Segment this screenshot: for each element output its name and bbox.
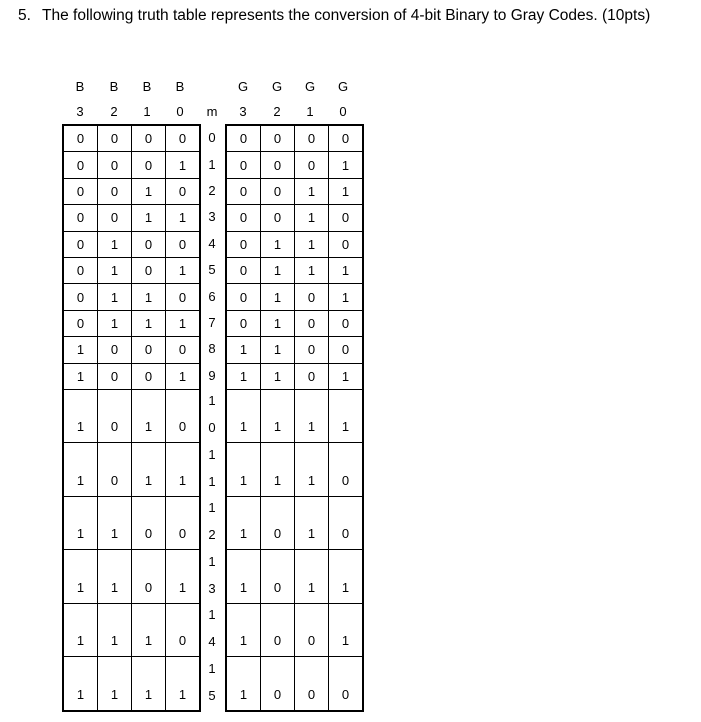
table-row xyxy=(227,550,363,604)
gray-cell: 1 xyxy=(261,337,295,363)
minterm-digit: 8 xyxy=(208,341,216,357)
minterm-digit: 2 xyxy=(208,527,216,542)
binary-cell: 1 xyxy=(64,337,98,363)
gray-cell: 0 xyxy=(227,126,261,152)
table-row xyxy=(64,496,200,550)
table-row xyxy=(227,310,363,336)
minterm-digit: 1 xyxy=(208,393,216,408)
table-row xyxy=(227,389,363,443)
minterm-digit: 9 xyxy=(208,367,216,383)
table-row xyxy=(227,257,363,283)
binary-cell: 1 xyxy=(132,205,166,231)
gray-cell: 1 xyxy=(261,257,295,283)
minterm-digit: 1 xyxy=(208,607,216,622)
gray-cell: 0 xyxy=(261,603,295,657)
binary-cell: 1 xyxy=(98,257,132,283)
binary-header-letter: B xyxy=(142,79,152,94)
minterm-digit: 1 xyxy=(208,156,216,172)
binary-cell: 1 xyxy=(166,363,200,389)
gray-cell: 0 xyxy=(329,657,363,711)
table-row xyxy=(64,284,200,310)
gray-cell: 0 xyxy=(227,284,261,310)
binary-cell: 0 xyxy=(98,126,132,152)
binary-cell: 1 xyxy=(98,496,132,550)
gray-cell: 1 xyxy=(295,389,329,443)
binary-cell: 1 xyxy=(132,178,166,204)
gray-cell: 0 xyxy=(261,550,295,604)
binary-cell: 0 xyxy=(132,550,166,604)
binary-cell: 0 xyxy=(132,363,166,389)
binary-cell: 1 xyxy=(132,284,166,310)
gray-cell: 1 xyxy=(295,257,329,283)
binary-cell: 0 xyxy=(166,126,200,152)
table-row xyxy=(227,126,363,152)
table-row xyxy=(64,603,200,657)
binary-cell: 0 xyxy=(166,337,200,363)
binary-cell: 0 xyxy=(98,443,132,497)
question-number: 5. xyxy=(18,7,31,24)
table-row xyxy=(64,443,200,497)
binary-header-index: 1 xyxy=(143,104,151,119)
gray-cell: 1 xyxy=(261,231,295,257)
gray-cell: 0 xyxy=(227,205,261,231)
gray-cell: 0 xyxy=(295,603,329,657)
gray-cell: 0 xyxy=(329,126,363,152)
binary-cell: 1 xyxy=(98,310,132,336)
minterm-digit: 4 xyxy=(208,235,216,251)
binary-cell: 0 xyxy=(98,389,132,443)
gray-cell: 1 xyxy=(295,231,329,257)
table-row xyxy=(227,178,363,204)
table-row xyxy=(64,178,200,204)
gray-cell: 0 xyxy=(227,257,261,283)
binary-header-index: 3 xyxy=(76,104,84,119)
binary-cell: 1 xyxy=(132,389,166,443)
binary-header-letter: B xyxy=(75,79,85,94)
gray-cell: 0 xyxy=(295,337,329,363)
table-row xyxy=(227,337,363,363)
minterm-digit: 3 xyxy=(208,209,216,225)
gray-cell: 0 xyxy=(261,152,295,178)
table-row xyxy=(227,152,363,178)
binary-cell: 1 xyxy=(166,550,200,604)
gray-cell: 1 xyxy=(227,496,261,550)
binary-cell: 1 xyxy=(166,152,200,178)
binary-cell: 1 xyxy=(98,603,132,657)
table-row xyxy=(64,363,200,389)
gray-cell: 0 xyxy=(227,152,261,178)
binary-cell: 1 xyxy=(64,363,98,389)
table-row xyxy=(227,657,363,711)
gray-cell: 1 xyxy=(227,443,261,497)
minterm-digit: 7 xyxy=(208,315,216,330)
gray-header-letter: G xyxy=(337,79,349,94)
binary-cell: 0 xyxy=(64,152,98,178)
binary-cell: 0 xyxy=(166,603,200,657)
gray-cell: 0 xyxy=(261,496,295,550)
table-row xyxy=(64,550,200,604)
minterm-digit: 1 xyxy=(208,500,216,515)
gray-cell: 0 xyxy=(261,205,295,231)
question-text xyxy=(18,7,650,25)
gray-cell: 1 xyxy=(227,657,261,711)
gray-cell: 1 xyxy=(295,496,329,550)
gray-cell: 0 xyxy=(227,178,261,204)
gray-cell: 0 xyxy=(295,126,329,152)
table-row xyxy=(227,363,363,389)
binary-cell: 1 xyxy=(98,231,132,257)
table-row xyxy=(64,337,200,363)
binary-cell: 1 xyxy=(64,603,98,657)
gray-cell: 0 xyxy=(329,205,363,231)
gray-cell: 0 xyxy=(295,284,329,310)
binary-cell: 1 xyxy=(64,657,98,711)
binary-cell: 1 xyxy=(166,257,200,283)
binary-cell: 0 xyxy=(64,205,98,231)
minterm-digit: 6 xyxy=(208,288,216,304)
binary-cell: 0 xyxy=(64,257,98,283)
table-row xyxy=(227,496,363,550)
gray-cell: 0 xyxy=(295,310,329,336)
gray-cell: 1 xyxy=(329,603,363,657)
binary-header-index: 2 xyxy=(110,104,118,119)
binary-cell: 0 xyxy=(132,126,166,152)
binary-cell: 0 xyxy=(132,496,166,550)
question-body: The following truth table represents the conversion of 4-bit Binary to Gray Codes. (10pts) xyxy=(42,7,651,24)
table-row xyxy=(64,231,200,257)
gray-header-letter: G xyxy=(237,79,249,94)
minterm-digit: 1 xyxy=(208,473,216,489)
gray-header-index: 2 xyxy=(273,104,281,119)
binary-header-letter: B xyxy=(109,79,119,94)
gray-cell: 0 xyxy=(329,496,363,550)
gray-cell: 0 xyxy=(261,178,295,204)
binary-cell: 1 xyxy=(98,550,132,604)
binary-cell: 0 xyxy=(132,257,166,283)
minterm-digit: 5 xyxy=(208,262,216,278)
gray-cell: 0 xyxy=(329,443,363,497)
table-row xyxy=(64,152,200,178)
gray-cell: 1 xyxy=(329,257,363,283)
gray-header-letter: G xyxy=(271,79,283,94)
minterm-digit: 1 xyxy=(208,553,216,569)
binary-cell: 0 xyxy=(98,205,132,231)
minterm-digit: 4 xyxy=(208,634,216,649)
binary-cell: 1 xyxy=(132,443,166,497)
minterm-digit: 5 xyxy=(208,687,216,703)
binary-cell: 1 xyxy=(64,443,98,497)
gray-cell: 1 xyxy=(227,550,261,604)
table-row xyxy=(64,389,200,443)
table-row xyxy=(64,257,200,283)
gray-cell: 1 xyxy=(329,389,363,443)
gray-header-index: 1 xyxy=(306,104,314,119)
binary-cell: 0 xyxy=(166,496,200,550)
binary-cell: 1 xyxy=(132,603,166,657)
binary-header-index: 0 xyxy=(176,104,184,119)
binary-cell: 1 xyxy=(166,657,200,711)
binary-cell: 1 xyxy=(98,657,132,711)
gray-cell: 1 xyxy=(329,284,363,310)
table-row xyxy=(227,231,363,257)
binary-cell: 0 xyxy=(166,231,200,257)
gray-cell: 1 xyxy=(227,363,261,389)
gray-cell: 0 xyxy=(261,657,295,711)
table-row xyxy=(64,205,200,231)
gray-cell: 0 xyxy=(227,231,261,257)
gray-cell: 1 xyxy=(261,443,295,497)
binary-cell: 0 xyxy=(98,363,132,389)
binary-cell: 1 xyxy=(166,205,200,231)
gray-cell: 0 xyxy=(227,310,261,336)
gray-cell: 0 xyxy=(329,231,363,257)
m-header: m xyxy=(206,104,218,119)
binary-cell: 0 xyxy=(64,310,98,336)
minterm-digit: 0 xyxy=(208,130,216,146)
gray-cell: 0 xyxy=(329,337,363,363)
table-row xyxy=(64,126,200,152)
binary-cell: 0 xyxy=(166,389,200,443)
binary-cell: 1 xyxy=(132,657,166,711)
binary-cell: 0 xyxy=(98,337,132,363)
minterm-digit: 2 xyxy=(208,183,216,198)
gray-cell: 1 xyxy=(295,550,329,604)
gray-cell: 1 xyxy=(295,178,329,204)
gray-cell: 1 xyxy=(295,205,329,231)
minterm-digit: 0 xyxy=(208,420,216,435)
binary-cell: 0 xyxy=(166,284,200,310)
gray-cell: 1 xyxy=(227,389,261,443)
binary-cell: 1 xyxy=(64,550,98,604)
binary-cell: 0 xyxy=(64,178,98,204)
gray-cell: 1 xyxy=(329,152,363,178)
binary-cell: 0 xyxy=(166,178,200,204)
gray-cell: 1 xyxy=(227,337,261,363)
gray-cell: 0 xyxy=(295,657,329,711)
table-row xyxy=(227,284,363,310)
gray-header-index: 3 xyxy=(239,104,247,119)
gray-cell: 1 xyxy=(329,178,363,204)
gray-cell: 1 xyxy=(329,550,363,604)
minterm-digit: 1 xyxy=(208,446,216,462)
minterm-digit: 3 xyxy=(208,580,216,596)
table-row xyxy=(227,603,363,657)
gray-output-table xyxy=(226,125,363,711)
binary-cell: 0 xyxy=(64,231,98,257)
gray-cell: 1 xyxy=(261,284,295,310)
gray-cell: 1 xyxy=(261,363,295,389)
binary-cell: 0 xyxy=(132,337,166,363)
gray-cell: 0 xyxy=(329,310,363,336)
binary-cell: 1 xyxy=(132,310,166,336)
binary-cell: 0 xyxy=(64,126,98,152)
gray-cell: 1 xyxy=(329,363,363,389)
binary-input-table xyxy=(63,125,200,711)
gray-cell: 1 xyxy=(261,389,295,443)
gray-cell: 0 xyxy=(261,126,295,152)
gray-cell: 1 xyxy=(261,310,295,336)
binary-cell: 0 xyxy=(132,231,166,257)
minterm-digit: 1 xyxy=(208,660,216,676)
gray-cell: 1 xyxy=(227,603,261,657)
gray-cell: 1 xyxy=(295,443,329,497)
binary-cell: 0 xyxy=(64,284,98,310)
table-row xyxy=(227,205,363,231)
gray-cell: 0 xyxy=(295,363,329,389)
binary-cell: 1 xyxy=(166,310,200,336)
binary-cell: 0 xyxy=(98,152,132,178)
table-row xyxy=(227,443,363,497)
binary-cell: 1 xyxy=(98,284,132,310)
gray-header-letter: G xyxy=(304,79,316,94)
binary-header-letter: B xyxy=(175,79,185,94)
binary-cell: 1 xyxy=(64,389,98,443)
binary-cell: 0 xyxy=(98,178,132,204)
gray-header-index: 0 xyxy=(339,104,347,119)
binary-cell: 1 xyxy=(166,443,200,497)
binary-cell: 0 xyxy=(132,152,166,178)
table-row xyxy=(64,310,200,336)
table-row xyxy=(64,657,200,711)
binary-cell: 1 xyxy=(64,496,98,550)
gray-cell: 0 xyxy=(295,152,329,178)
